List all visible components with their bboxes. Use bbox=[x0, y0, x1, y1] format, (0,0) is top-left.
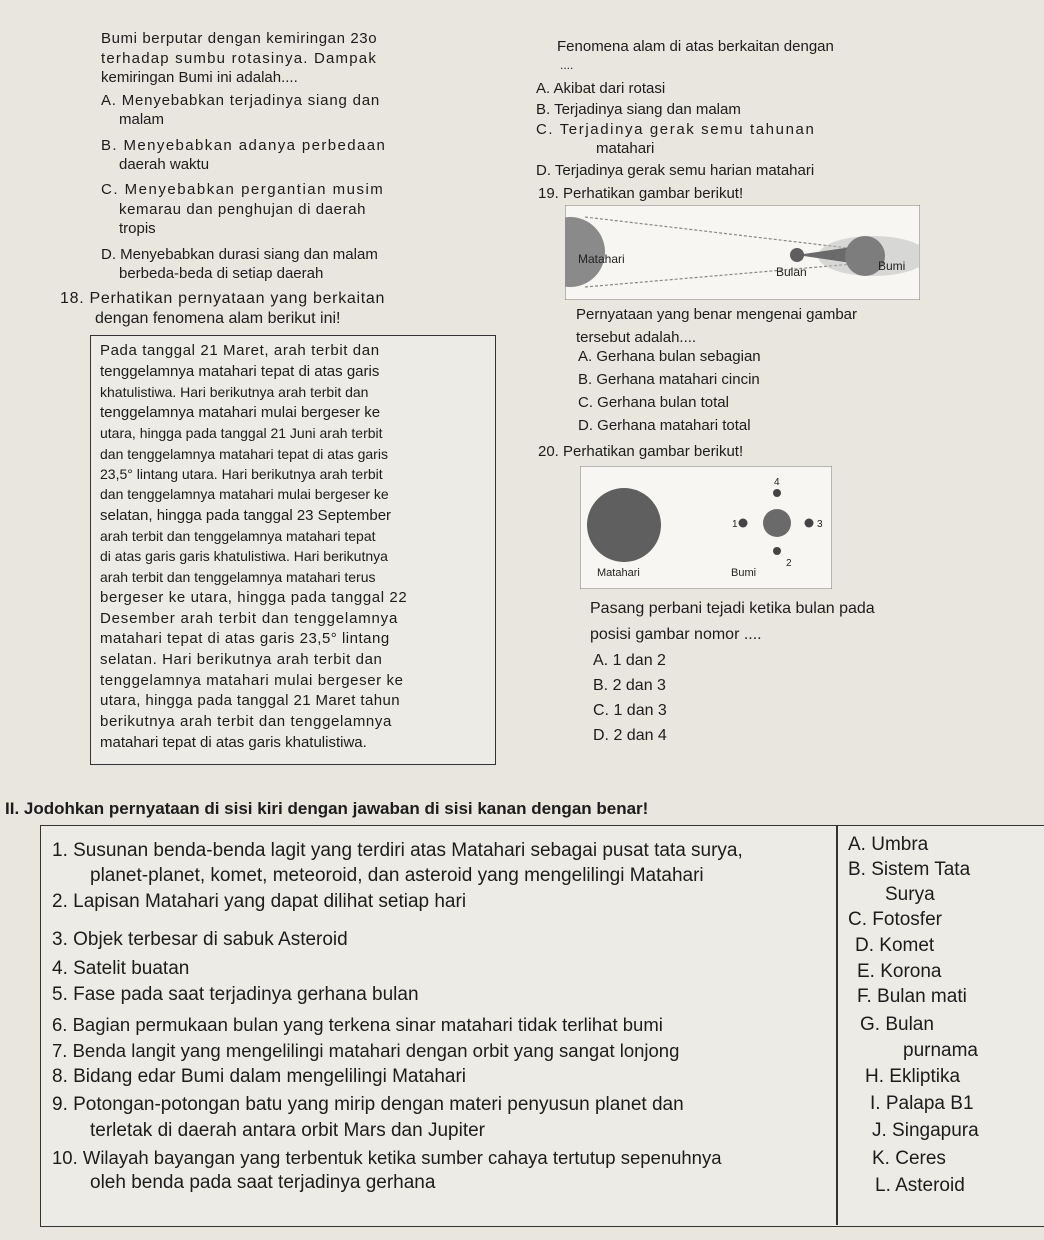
q20-option-a: A. 1 dan 2 bbox=[593, 652, 666, 669]
statement-4: 4. Satelit buatan bbox=[52, 958, 190, 979]
q18-box-line: utara, hingga pada tanggal 21 Maret tahun bbox=[100, 692, 400, 709]
q18-option-a: A. Akibat dari rotasi bbox=[536, 80, 666, 97]
q17-option-d-line-2: berbeda-beda di setiap daerah bbox=[119, 265, 324, 282]
statement-3: 3. Objek terbesar di sabuk Asteroid bbox=[52, 929, 348, 950]
q18-box-line: tenggelamnya matahari mulai bergeser ke bbox=[100, 672, 404, 689]
statement-6: 6. Bagian permukaan bulan yang terkena sinar matahari tidak terlihat bumi bbox=[52, 1014, 663, 1035]
q17-stem-line-2: terhadap sumbu rotasinya. Dampak bbox=[101, 50, 378, 67]
q20-option-c: C. 1 dan 3 bbox=[593, 702, 667, 719]
answer-c: C. Fotosfer bbox=[848, 909, 942, 930]
q18-box-line: arah terbit dan tenggelamnya matahari tepat bbox=[100, 528, 376, 544]
q17-option-d-line-1: D. Menyebabkan durasi siang dan malam bbox=[101, 246, 378, 263]
q18-box-line: arah terbit dan tenggelamnya matahari terus bbox=[100, 569, 376, 585]
q17-stem-line-1: Bumi berputar dengan kemiringan 23o bbox=[101, 30, 378, 47]
statement-8: 8. Bidang edar Bumi dalam mengelilingi Matahari bbox=[52, 1066, 467, 1087]
q18-option-b: B. Terjadinya siang dan malam bbox=[536, 101, 741, 118]
answer-b-cont: Surya bbox=[885, 884, 935, 905]
q19-question-line-1: Pernyataan yang benar mengenai gambar bbox=[576, 306, 858, 323]
q18-box-line: berikutnya arah terbit dan tenggelamnya bbox=[100, 713, 392, 730]
q18-box-line: dan tenggelamnya matahari tepat di atas garis bbox=[100, 446, 388, 462]
q18-box-line: utara, hingga pada tanggal 21 Juni arah terbit bbox=[100, 425, 383, 441]
answer-g: G. Bulan bbox=[860, 1014, 934, 1035]
moon-label: Bulan bbox=[776, 265, 807, 279]
q18-box-line: dan tenggelamnya matahari mulai bergeser ke bbox=[100, 486, 389, 502]
position-2-label: 2 bbox=[786, 558, 792, 569]
q18-stem-line-2: dengan fenomena alam berikut ini! bbox=[95, 310, 341, 327]
q17-option-a-line-1: A. Menyebabkan terjadinya siang dan bbox=[101, 92, 381, 109]
statement-1: 1. Susunan benda-benda lagit yang terdiri atas Matahari sebagai pusat tata surya, bbox=[52, 840, 743, 861]
moon-position-3 bbox=[805, 519, 814, 528]
answer-h: H. Ekliptika bbox=[865, 1066, 961, 1087]
q20-stem: 20. Perhatikan gambar berikut! bbox=[538, 443, 744, 460]
section-2-heading: II. Jodohkan pernyataan di sisi kiri dengan jawaban di sisi kanan dengan benar! bbox=[5, 799, 649, 818]
q19-option-d: D. Gerhana matahari total bbox=[578, 417, 751, 434]
q19-option-c: C. Gerhana bulan total bbox=[578, 394, 729, 411]
answer-e: E. Korona bbox=[857, 961, 942, 982]
q18-box-line: matahari tepat di atas garis 23,5° lintang bbox=[100, 630, 390, 647]
statement-5: 5. Fase pada saat terjadinya gerhana bulan bbox=[52, 984, 419, 1005]
sun-label: Matahari bbox=[597, 567, 640, 579]
q18-box-line: 23,5° lintang utara. Hari berikutnya arah terbit bbox=[100, 466, 383, 482]
answer-a: A. Umbra bbox=[848, 834, 929, 855]
q18-stem-line-1: 18. Perhatikan pernyataan yang berkaitan bbox=[60, 290, 386, 307]
q20-question-line-1: Pasang perbani tejadi ketika bulan pada bbox=[590, 600, 875, 617]
q18-box-line: khatulistiwa. Hari berikutnya arah terbit dan bbox=[100, 384, 369, 400]
statement-10-cont: oleh benda pada saat terjadinya gerhana bbox=[90, 1172, 436, 1193]
q18-box-line: bergeser ke utara, hingga pada tanggal 22 bbox=[100, 589, 408, 606]
q18-option-d: D. Terjadinya gerak semu harian matahari bbox=[536, 162, 815, 179]
q18-box-line: selatan, hingga pada tanggal 23 September bbox=[100, 507, 392, 524]
answer-j: J. Singapura bbox=[872, 1120, 979, 1141]
sun-shape bbox=[587, 488, 661, 562]
q18-box-line: tenggelamnya matahari mulai bergeser ke bbox=[100, 404, 381, 421]
moon-position-1 bbox=[739, 519, 748, 528]
q19-question-line-2: tersebut adalah.... bbox=[576, 329, 697, 346]
q20-tide-diagram bbox=[580, 466, 832, 589]
q18-option-c-line-2: matahari bbox=[596, 140, 655, 157]
earth-label: Bumi bbox=[878, 259, 906, 273]
q17-option-a-line-2: malam bbox=[119, 111, 165, 128]
q19-eclipse-diagram bbox=[565, 205, 920, 300]
matching-column-divider bbox=[836, 826, 838, 1225]
q18-stem-right-line-2: .... bbox=[560, 58, 574, 72]
q18-box-line: di atas garis garis khatulistiwa. Hari berikutnya bbox=[100, 548, 388, 564]
statement-7: 7. Benda langit yang mengelilingi matahari dengan orbit yang sangat lonjong bbox=[52, 1040, 680, 1061]
q18-option-c: C. Terjadinya gerak semu tahunan bbox=[536, 121, 816, 138]
earth-shape bbox=[763, 509, 791, 537]
q17-option-c-line-1: C. Menyebabkan pergantian musim bbox=[101, 181, 385, 198]
sun-label: Matahari bbox=[578, 252, 625, 266]
answer-d: D. Komet bbox=[855, 935, 935, 956]
earth-label: Bumi bbox=[731, 567, 757, 579]
q17-option-b-line-1: B. Menyebabkan adanya perbedaan bbox=[101, 137, 387, 154]
q19-stem: 19. Perhatikan gambar berikut! bbox=[538, 185, 744, 202]
q18-box-line: tenggelamnya matahari tepat di atas garis bbox=[100, 363, 380, 380]
answer-k: K. Ceres bbox=[872, 1148, 946, 1169]
q17-option-b-line-2: daerah waktu bbox=[119, 156, 210, 173]
position-3-label: 3 bbox=[817, 519, 823, 530]
q20-question-line-2: posisi gambar nomor .... bbox=[590, 626, 762, 643]
statement-9: 9. Potongan-potongan batu yang mirip dengan materi penyusun planet dan bbox=[52, 1094, 684, 1115]
statement-2: 2. Lapisan Matahari yang dapat dilihat setiap hari bbox=[52, 891, 467, 912]
moon-position-2 bbox=[773, 547, 781, 555]
q20-option-d: D. 2 dan 4 bbox=[593, 727, 667, 744]
q17-stem-line-3: kemiringan Bumi ini adalah.... bbox=[101, 69, 298, 86]
q18-box-line: selatan. Hari berikutnya arah terbit dan bbox=[100, 651, 383, 668]
answer-l: L. Asteroid bbox=[875, 1175, 965, 1196]
position-1-label: 1 bbox=[732, 519, 738, 530]
answer-f: F. Bulan mati bbox=[857, 986, 967, 1007]
answer-i: I. Palapa B1 bbox=[870, 1093, 974, 1114]
answer-b: B. Sistem Tata bbox=[848, 859, 971, 880]
moon-shape bbox=[790, 248, 804, 262]
q20-option-b: B. 2 dan 3 bbox=[593, 677, 666, 694]
q18-statement-box bbox=[90, 335, 496, 765]
statement-1-cont: planet-planet, komet, meteoroid, dan asteroid yang mengelilingi Matahari bbox=[90, 865, 704, 886]
q18-box-line: matahari tepat di atas garis khatulistiwa. bbox=[100, 734, 367, 751]
q19-option-a: A. Gerhana bulan sebagian bbox=[578, 348, 761, 365]
q18-box-line: Pada tanggal 21 Maret, arah terbit dan bbox=[100, 342, 380, 359]
q19-option-b: B. Gerhana matahari cincin bbox=[578, 371, 760, 388]
q17-option-c-line-2: kemarau dan penghujan di daerah bbox=[119, 201, 367, 218]
q17-option-c-line-3: tropis bbox=[119, 220, 156, 237]
q18-stem-right-line-1: Fenomena alam di atas berkaitan dengan bbox=[557, 38, 834, 55]
answer-g-cont: purnama bbox=[903, 1040, 978, 1061]
position-4-label: 4 bbox=[774, 477, 780, 488]
q18-box-line: Desember arah terbit dan tenggelamnya bbox=[100, 610, 399, 627]
moon-position-4 bbox=[773, 489, 781, 497]
statement-10: 10. Wilayah bayangan yang terbentuk ketika sumber cahaya tertutup sepenuhnya bbox=[52, 1147, 722, 1168]
statement-9-cont: terletak di daerah antara orbit Mars dan Jupiter bbox=[90, 1120, 485, 1141]
